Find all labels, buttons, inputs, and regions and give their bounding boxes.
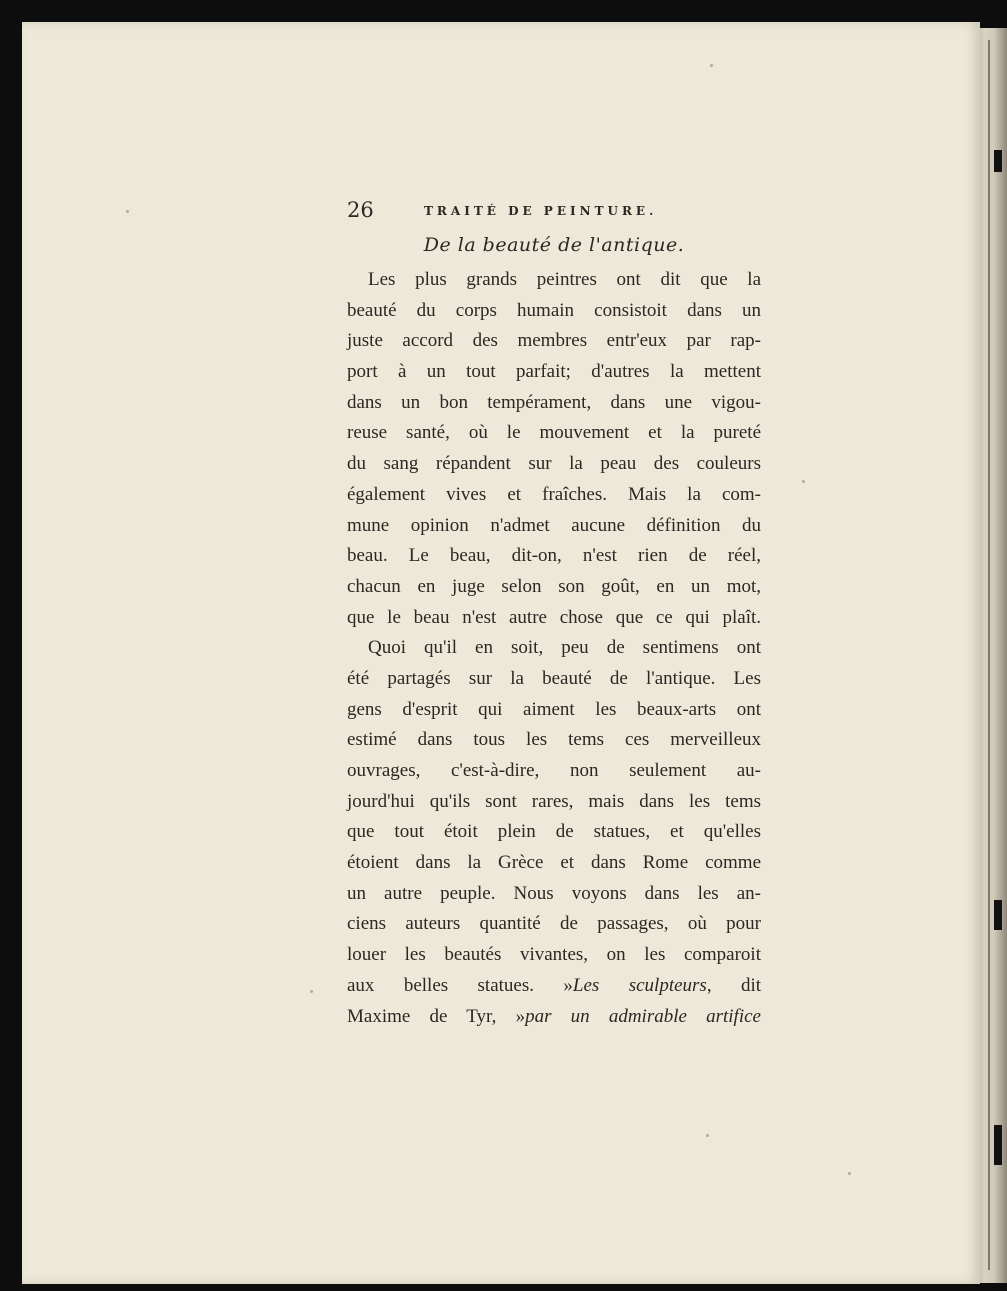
text-line: dans un bon tempérament, dans une vigou- xyxy=(347,391,761,413)
body-text xyxy=(347,265,761,1032)
paper-speck xyxy=(706,1134,709,1137)
page-edge-shadow-line xyxy=(988,40,990,1270)
text-line: Les plus grands peintres ont dit que la xyxy=(368,269,761,290)
text-line: beauté du corps humain consistoit dans un xyxy=(347,299,761,321)
text-line: beau. Le beau, dit-on, n'est rien de réel, xyxy=(347,545,761,567)
paper-speck xyxy=(710,64,713,67)
paper-speck xyxy=(310,990,313,993)
quote-mark: » xyxy=(515,1005,526,1027)
text-line: que tout étoit plein de statues, et qu'elles xyxy=(347,821,761,843)
text-line: étoient dans la Grèce et dans Rome comme xyxy=(347,852,761,874)
text-line: louer les beautés vivantes, on les comparoit xyxy=(347,944,761,966)
binding-mark xyxy=(994,900,1002,930)
paper-speck xyxy=(126,210,129,213)
italic-text: Les sculpteurs xyxy=(572,974,707,996)
italic-text: par un admirable artifice xyxy=(525,1005,761,1027)
text-fragment: , dit xyxy=(706,974,762,996)
text-line: gens d'esprit qui aiment les beaux-arts ont xyxy=(347,698,761,720)
text-line: ouvrages, c'est-à-dire, non seulement au- xyxy=(347,760,761,781)
text-line: estimé dans tous les tems ces merveilleux xyxy=(347,729,761,751)
text-line: ciens auteurs quantité de passages, où pour xyxy=(347,913,761,935)
text-line: que le beau n'est autre chose que ce qui plaît. xyxy=(347,606,761,628)
text-fragment: Maxime de Tyr, xyxy=(347,1005,497,1027)
text-line: été partagés sur la beauté de l'antique. Les xyxy=(347,667,761,689)
text-line: chacun en juge selon son goût, en un mot, xyxy=(347,575,761,597)
text-line: Quoi qu'il en soit, peu de sentimens ont xyxy=(368,637,761,659)
text-line: juste accord des membres entr'eux par rap- xyxy=(347,330,761,352)
section-title: De la beauté de l'antique. xyxy=(423,234,685,256)
text-line: reuse santé, où le mouvement et la pureté xyxy=(347,422,761,444)
text-line xyxy=(347,1002,761,1033)
text-line: un autre peuple. Nous voyons dans les an- xyxy=(347,882,761,904)
text-line: également vives et fraîches. Mais la com- xyxy=(347,483,761,505)
text-fragment: aux belles statues. xyxy=(347,974,535,996)
binding-mark xyxy=(994,1125,1002,1165)
text-line: mune opinion n'admet aucune définition du xyxy=(347,514,761,536)
paper-speck xyxy=(848,1172,851,1175)
text-line: port à un tout parfait; d'autres la mettent xyxy=(347,361,761,383)
paper-speck xyxy=(802,480,805,483)
text-line: du sang répandent sur la peau des couleurs xyxy=(347,453,761,475)
text-line: jourd'hui qu'ils sont rares, mais dans les tems xyxy=(347,790,761,812)
binding-mark xyxy=(994,150,1002,172)
text-line xyxy=(347,971,761,1002)
quote-mark: » xyxy=(563,974,573,996)
page-number: 26 xyxy=(347,198,374,222)
running-title: TRAITÉ DE PEINTURE. xyxy=(424,204,658,218)
page-header xyxy=(347,198,761,226)
